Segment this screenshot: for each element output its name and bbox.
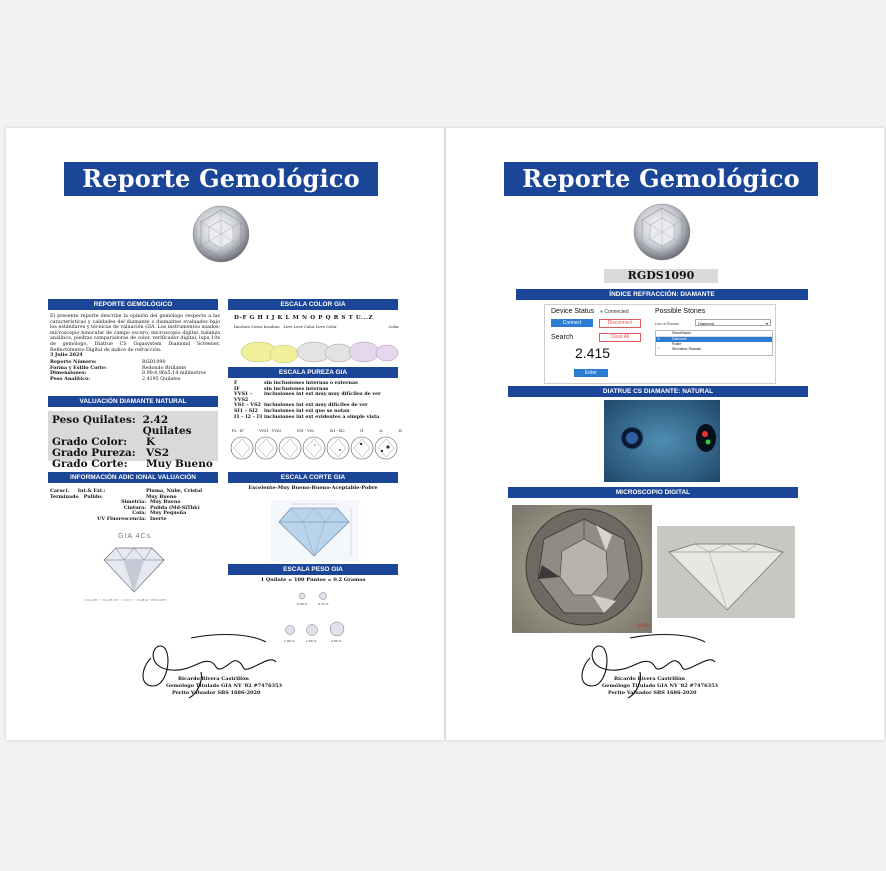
section-microscopio: MICROSCOPIO DIGITAL — [508, 487, 798, 498]
table-row[interactable]: * Strontium Titanate — [658, 347, 702, 351]
micro-stamp: 2K/9X — [636, 624, 650, 629]
device-status-label: Device Status — [551, 308, 595, 315]
section-peso: ESCALA PESO GIA — [228, 564, 398, 575]
microscope-photo-top — [512, 505, 652, 633]
stone-select[interactable]: Diamond ▾ — [695, 319, 771, 326]
report-title: Reporte Gemológico — [64, 162, 378, 196]
clarity-table: F sin inclusiones internas o externas IF sin inclusiones internas VVS1 – VVS2 inclusiones int ext muy muy difíciles de ver VS1 – VS2 inclusiones int ext muy difíciles de ver SI1 – SI2 inclusiones int ext que se notan I1 – I2 – I3 inclusiones int ext evidentes a simple vista — [234, 380, 381, 420]
weight-label-5: 2.00 ct — [331, 639, 342, 643]
diatrue-photo — [604, 400, 720, 482]
disconnect-button[interactable]: Disconnect — [599, 319, 641, 328]
table-row[interactable]: ▸ Diamond — [656, 337, 772, 342]
row-marker-icon: * — [658, 347, 660, 351]
possible-stones-label: Possible Stones — [655, 308, 706, 315]
weight-stones-image — [280, 590, 350, 646]
enter-button[interactable]: Enter — [574, 369, 608, 377]
report-title: Reporte Gemológico — [504, 162, 818, 196]
row-pointer-icon: ▸ — [658, 337, 660, 341]
diamond-image — [191, 204, 251, 264]
signature-block: Ricardo Rivera Castrillón Gemólogo Titulado GIA NY '82 #7476353 Perito Valuador SBS 1686-2020 — [602, 676, 719, 696]
list-label: List of Stones — [655, 321, 680, 326]
valuation-box: Peso Quilates: 2.42 Quilates Grado Color: K Grado Pureza: VS2 Grado Corte: Muy Bueno — [48, 411, 218, 461]
section-adicional: INFORMACIÓN ADIC IONAL VALUACIÓN — [48, 472, 218, 483]
additional-table: Caract. Int.& Ext.: Pluma, Nube, Cristal Terminado Pulido: Muy Bueno Simetría: Muy Bueno Cintura: Pulida (Md-SlThk) Cola: Muy Pequeña UV Fluorescencia: Inerte — [50, 488, 203, 522]
weight-label-4: 1.50 ct — [306, 639, 317, 643]
signature-block: Ricardo Rivera Castrillón Gemólogo Titulado GIA NY '82 #7476353 Perito Valuador SBS 1686-2020 — [166, 676, 283, 696]
search-label: Search — [551, 334, 574, 341]
section-color: ESCALA COLOR GIA — [228, 299, 398, 310]
report-page-right — [446, 128, 884, 740]
clarity-labels: FL - IF VVS1 - VVS2 VS1 - VS2 SI1 - SI2 I1 I2 I3 — [232, 429, 402, 433]
section-diatrue: DIATRUE CS DIAMANTE: NATURAL — [508, 386, 808, 397]
report-date: 3 Julio 2024 — [50, 352, 83, 358]
connect-button[interactable]: Connect — [551, 319, 593, 327]
section-refraccion: ÍNDICE REFRACCIÓN: DIAMANTE — [516, 289, 808, 300]
table-row[interactable]: Rutile — [672, 342, 682, 346]
clear-all-button[interactable]: Clear All — [599, 333, 641, 342]
section-pureza: ESCALA PUREZA GIA — [228, 367, 398, 378]
color-sub: Incoloro Cerca Incoloro Leve Leve Color Leve Color Color — [234, 324, 399, 329]
section-corte: ESCALA CORTE GIA — [228, 472, 398, 483]
color-stones-image — [239, 332, 399, 366]
weight-scale: 1 Quilate = 100 Puntos = 0.2 Gramos — [260, 577, 366, 583]
diamond-image — [632, 202, 692, 262]
gia-footer: COLOR • CLARITY • CUT • CARAT WEIGHT — [84, 598, 167, 602]
color-scale: D-F G H I J K L M N O P Q R S T U...Z — [234, 315, 374, 321]
section-reporte: REPORTE GEMOLÓGICO — [48, 299, 218, 310]
intro-text: El presente reporte describe la opinión del gemólogo respecto a las características y calidades del diamante o diamantes evaluados bajo los estándares y técnicas de valuación GIA. Los instrumentos usados: microscopio binocular de campo oscuro, microscopio digital, balanza analítica, piedras comparadoras de color, verificador digital, lupa 10x de gemólogo, Diatrue CS Gigasystem Diamond Screener, Reflectómetro Digital de índice de refracción. — [50, 314, 220, 353]
report-info: Reporte Número: RGD1090 Forma y Estilo Corte: Redondo Brillante Dimensiones: 8.90-8.96x5.14 milímetros Peso Analítico: 2.4195 Quilates — [50, 359, 207, 382]
connected-status: ● Connected — [600, 309, 629, 315]
microscope-photo-side — [657, 526, 795, 618]
weight-label-2: 0.75 ct — [318, 602, 329, 606]
stones-col-header: StoneName — [656, 331, 772, 337]
chevron-down-icon: ▾ — [765, 321, 768, 326]
cut-scale: Excelente-Muy Bueno-Bueno-Aceptable-Pobre — [248, 485, 378, 491]
cut-diagram-image — [271, 500, 359, 562]
stones-table — [655, 330, 773, 356]
clarity-stones-image — [230, 435, 400, 461]
gia-logo-text: GIA 4Cs — [118, 533, 152, 540]
refraction-reading: 2.415 — [575, 345, 611, 361]
section-valuacion: VALUACIÓN DIAMANTE NATURAL — [48, 396, 218, 407]
status-dot-icon: ● — [600, 309, 604, 315]
report-page-left — [6, 128, 444, 740]
weight-label-1: 0.50 ct — [297, 602, 308, 606]
report-code: RGDS1090 — [604, 269, 718, 283]
gia-diamond-image — [98, 544, 170, 594]
weight-label-3: 1.00 ct — [284, 639, 295, 643]
refractometer-widget — [544, 304, 776, 384]
